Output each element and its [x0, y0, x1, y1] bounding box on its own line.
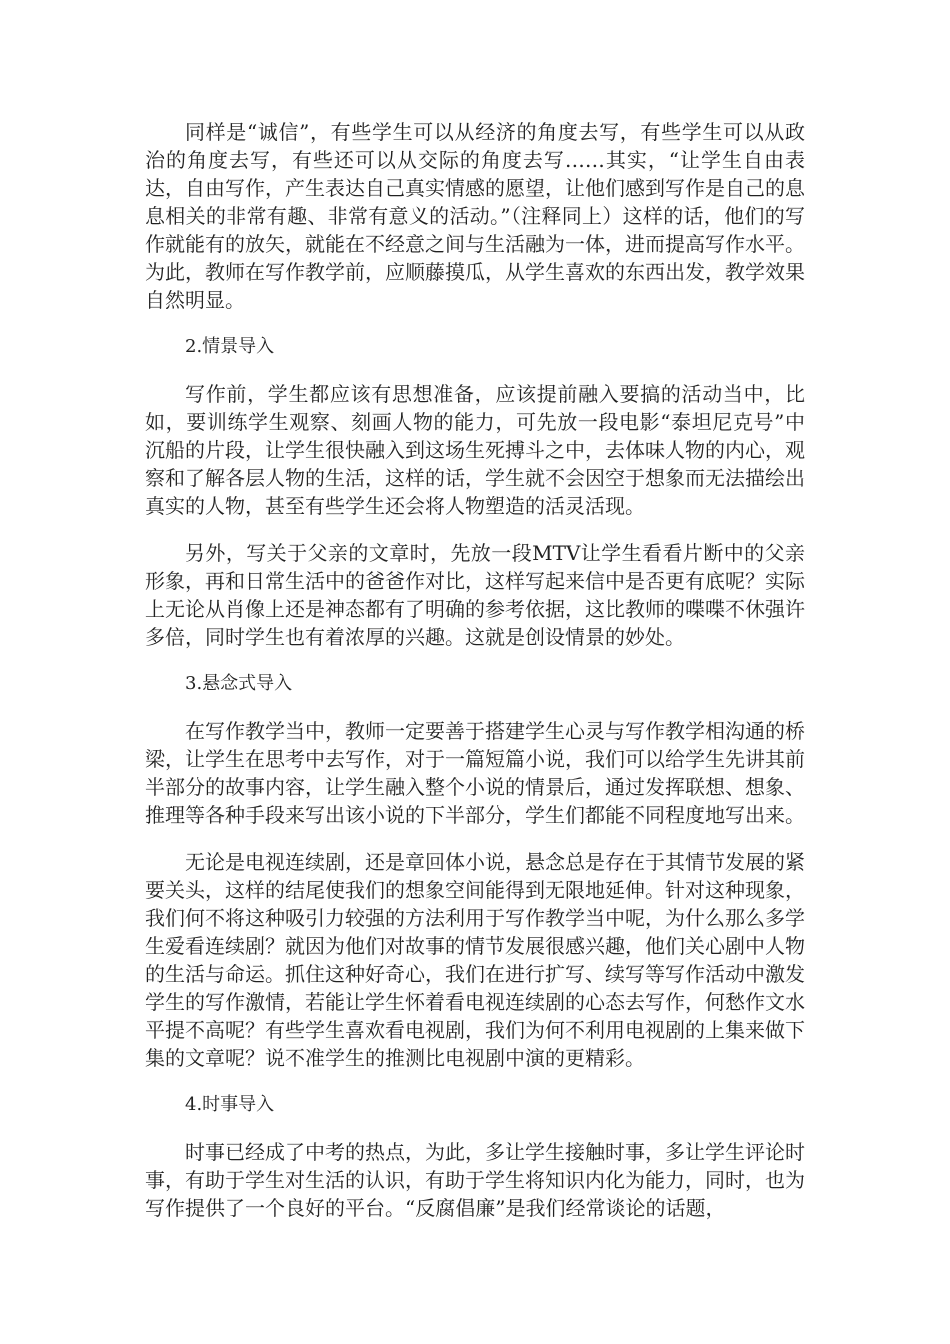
section-heading: 3.悬念式导入 [185, 673, 293, 694]
section-heading: 4.时事导入 [185, 1094, 275, 1115]
document-body [145, 118, 805, 1241]
paragraph: 在写作教学当中，教师一定要善于搭建学生心灵与写作教学相沟通的桥梁，让学生在思考中去写作，对于一篇短篇小说，我们可以给学生先讲其前半部分的故事内容，让学生融入整个小说的情景后，通过发挥联想、想象、推理等各种手段来写出该小说的下半部分，学生们都能不同程度地写出来。 [145, 719, 805, 827]
paragraph: 另外，写关于父亲的文章时，先放一段MTV让学生看看片断中的父亲形象，再和日常生活中的爸爸作对比，这样写起来信中是否更有底呢？实际上无论从肖像上还是神态都有了明确的参考依据，这比教师的喋喋不休强许多倍，同时学生也有着浓厚的兴趣。这就是创设情景的妙处。 [145, 541, 805, 649]
section-heading: 2.情景导入 [185, 336, 275, 357]
paragraph: 时事已经成了中考的热点，为此，多让学生接触时事，多让学生评论时事，有助于学生对生活的认识，有助于学生将知识内化为能力，同时，也为写作提供了一个良好的平台。“反腐倡廉”是我们经常谈论的话题， [145, 1140, 805, 1220]
paragraph: 同样是“诚信”，有些学生可以从经济的角度去写，有些学生可以从政治的角度去写，有些还可以从交际的角度去写……其实，“让学生自由表达，自由写作，产生表达自己真实情感的愿望，让他们感到写作是自己的息息相关的非常有趣、非常有意义的活动。”（注释同上）这样的话，他们的写作就能有的放矢，就能在不经意之间与生活融为一体，进而提高写作水平。为此，教师在写作教学前，应顺藤摸瓜，从学生喜欢的东西出发，教学效果自然明显。 [145, 120, 805, 312]
paragraph: 写作前，学生都应该有思想准备，应该提前融入要搞的活动当中，比如，要训练学生观察、刻画人物的能力，可先放一段电影“泰坦尼克号”中沉船的片段，让学生很快融入到这场生死搏斗之中，去体味人物的内心，观察和了解各层人物的生活，这样的话，学生就不会因空于想象而无法描绘出真实的人物，甚至有些学生还会将人物塑造的活灵活现。 [145, 382, 805, 518]
paragraph: 无论是电视连续剧，还是章回体小说，悬念总是存在于其情节发展的紧要关头，这样的结尾使我们的想象空间能得到无限地延伸。针对这种现象，我们何不将这种吸引力较强的方法利用于写作教学当中呢，为什么那么多学生爱看连续剧？就因为他们对故事的情节发展很感兴趣，他们关心剧中人物的生活与命运。抓住这种好奇心，我们在进行扩写、续写等写作活动中激发学生的写作激情，若能让学生怀着看电视连续剧的心态去写作，何愁作文水平提不高呢？有些学生喜欢看电视剧，我们为何不利用电视剧的上集来做下集的文章呢？说不准学生的推测比电视剧中演的更精彩。 [145, 850, 805, 1070]
